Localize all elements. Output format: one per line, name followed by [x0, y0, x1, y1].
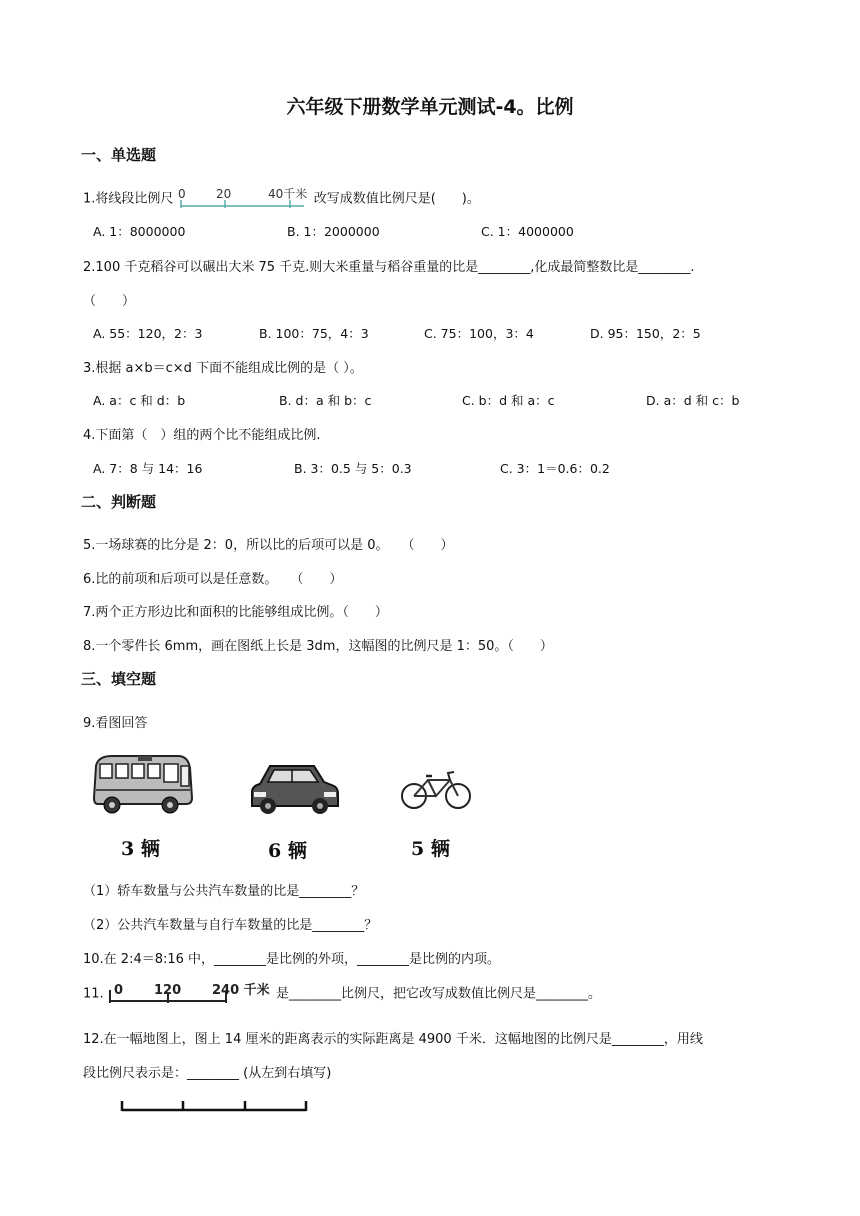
question-12-line-2: 段比例尺表示是：________ (从左到右填写): [83, 1066, 332, 1081]
question-1-suffix: 改写成数值比例尺是( )。: [313, 191, 480, 207]
question-1-prefix: 1.将线段比例尺: [83, 191, 174, 207]
q3-option-c: C. b：d 和 a：c: [462, 393, 555, 408]
question-9: 9.看图回答: [83, 716, 148, 731]
q3-option-b: B. d：a 和 b：c: [279, 393, 372, 408]
scale2-label-240km: 240 千米: [211, 983, 270, 998]
line-scale-figure-2: [108, 982, 272, 1006]
q2-option-c: C. 75：100，3：4: [424, 326, 534, 341]
scale-label-40km: 40千米: [267, 187, 307, 201]
question-8: 8.一个零件长 6mm，画在图纸上长是 3dm，这幅图的比例尺是 1：50。（ ）: [83, 639, 553, 654]
scale-label-20: 20: [215, 187, 231, 201]
section-heading-judgment: 二、判断题: [81, 493, 157, 511]
question-12-line-1: 12.在一幅地图上，图上 14 厘米的距离表示的实际距离是 4900 千米．这幅地图的比例尺是________，用线: [83, 1032, 703, 1047]
question-3: 3.根据 a×b＝c×d 下面不能组成比例的是（ ）。: [83, 361, 363, 376]
scale2-label-120: 120: [153, 983, 181, 998]
blank-line-scale: [118, 1096, 312, 1116]
question-4: 4.下面第（ ）组的两个比不能组成比例.: [83, 428, 321, 443]
scale2-label-0: 0: [113, 983, 123, 998]
bus-count: 3 辆: [121, 838, 160, 860]
question-2: 2.100 千克稻谷可以碾出大米 75 千克.则大米重量与稻谷重量的比是________,化成最简整数比是________.: [83, 260, 695, 275]
line-scale-figure: [178, 186, 310, 212]
q4-option-b: B. 3：0.5 与 5：0.3: [294, 461, 412, 476]
question-9-part-2: （2）公共汽车数量与自行车数量的比是________？: [83, 918, 378, 933]
q4-option-a: A. 7：8 与 14：16: [93, 461, 203, 476]
question-11-suffix: 是________比例尺，把它改写成数值比例尺是________。: [275, 986, 601, 1002]
question-6: 6.比的前项和后项可以是任意数。 （ ）: [83, 572, 343, 587]
question-9-part-1: （1）轿车数量与公共汽车数量的比是________？: [83, 884, 365, 899]
q4-option-c: C. 3：1＝0.6：0.2: [500, 461, 610, 476]
question-11: [83, 982, 601, 1006]
section-heading-single-choice: 一、单选题: [81, 146, 157, 164]
page-title: 六年级下册数学单元测试-4。比例: [286, 96, 574, 118]
bicycle-count: 5 辆: [411, 838, 450, 860]
q2-option-b: B. 100：75，4：3: [259, 326, 369, 341]
question-2-paren: （ ）: [83, 294, 136, 309]
bus-image: [90, 752, 194, 816]
q3-option-a: A. a：c 和 d：b: [93, 393, 186, 408]
question-5: 5.一场球赛的比分是 2：0，所以比的后项可以是 0。 （ ）: [83, 538, 454, 553]
car-image: [248, 760, 340, 818]
q3-option-d: D. a：d 和 c：b: [646, 393, 740, 408]
scale-label-0: 0: [177, 187, 186, 201]
bicycle-image: [400, 768, 472, 812]
q1-option-a: A. 1：8000000: [93, 224, 186, 239]
q1-option-b: B. 1：2000000: [287, 224, 380, 239]
car-count: 6 辆: [268, 840, 307, 862]
q2-option-a: A. 55：120，2：3: [93, 326, 203, 341]
question-7: 7.两个正方形边比和面积的比能够组成比例。（ ）: [83, 605, 388, 620]
question-10: 10.在 2:4＝8:16 中，________是比例的外项，________是比例的内项。: [83, 952, 501, 967]
question-1: [83, 186, 480, 212]
q1-option-c: C. 1：4000000: [481, 224, 574, 239]
question-11-prefix: 11.: [83, 986, 104, 1002]
section-heading-fill-blank: 三、填空题: [81, 670, 157, 688]
q2-option-d: D. 95：150，2：5: [590, 326, 701, 341]
